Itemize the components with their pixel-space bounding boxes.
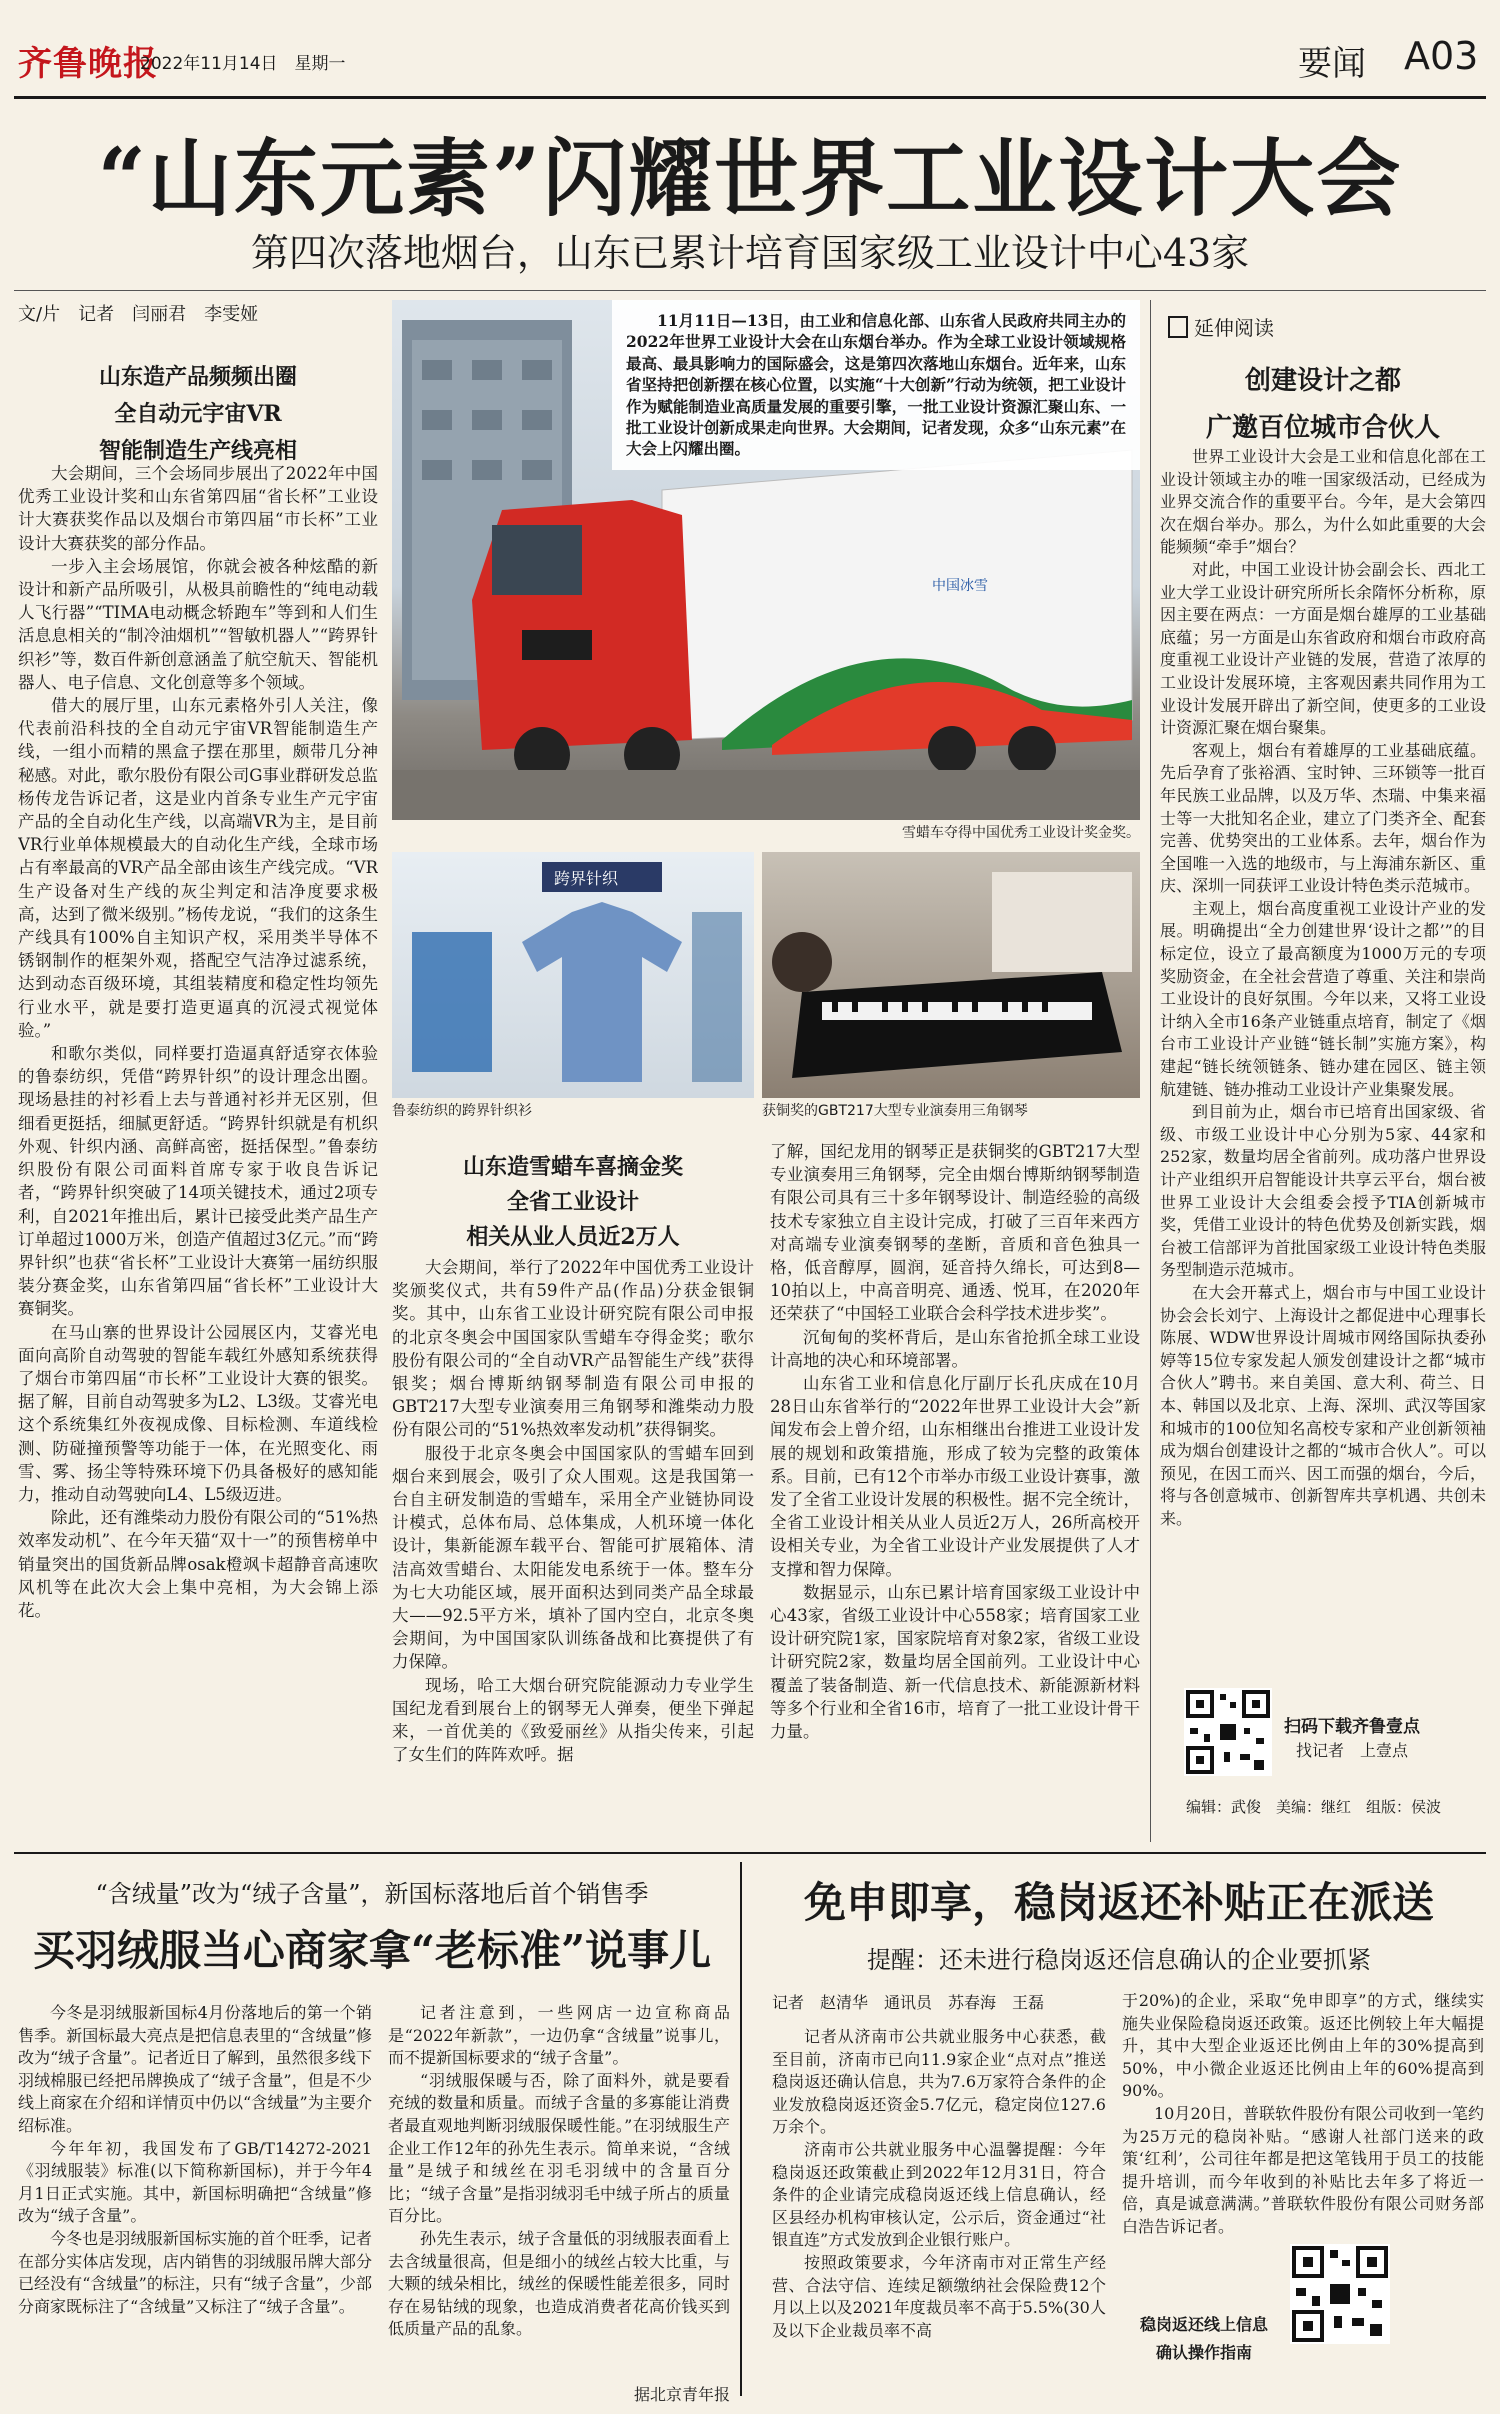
subsidy-col1 [772, 2026, 1106, 2402]
col1-para: 除此，还有潍柴动力股份有限公司的“51%热效率发动机”、在今年天猫“双十一”的预售榜单中销量突出的国货新品牌osak橙飒卡超静音高速吹风机等在此次大会上集中亮相，为大会锦上添花。 [18, 1508, 378, 1620]
qr-label-1: 扫码下载齐鲁壹点 [1284, 1717, 1420, 1737]
subsidy-kicker: 提醒：还未进行稳岗返还信息确认的企业要抓紧 [867, 1946, 1371, 1974]
subsidy-headline: 免申即享，稳岗返还补贴正在派送 [803, 1878, 1434, 1927]
down-col1-para: 今冬也是羽绒服新国标实施的首个旺季，记者在部分实体店发现，店内销售的羽绒服吊牌大部分已经没有“含绒量”的标注，只有“绒子含量”，少部分商家既标注了“含绒量”又标注了“绒子含量”。 [18, 2228, 372, 2316]
col3-para: 了解，国纪龙用的钢琴正是获铜奖的GBT217大型专业演奏用三角钢琴，完全由烟台博斯纳钢琴制造有限公司具有三十多年钢琴设计、制造经验的高级技术专家独立自主设计完成，打破了三百年来西方对高端专业演奏钢琴的垄断，音质和音色独具一格，低音醇厚，圆润，延音持久绵长，可达到8—10拍以上，中高音明亮、通透、悦耳，在2020年还荣获了“中国轻工业联合会科学技术进步奖”。 [770, 1142, 1140, 1324]
subsidy-qr-label-1: 稳岗返还线上信息 [1140, 2315, 1269, 2334]
subsidy-qr-label-2: 确认操作指南 [1156, 2343, 1253, 2362]
sidebar-para: 主观上，烟台高度重视工业设计产业的发展。明确提出“全力创建世界‘设计之都’”的目标定位，设立了最高额度为1000万元的专项奖励资金，在全社会营造了尊重、关注和崇尚工业设计的良好氛围。今年以来，又将工业设计纳入全市16条产业链重点培育，制定了《烟台市工业设计产业链“链长制”实施方案》，构建起“链长统领链条、链办建在园区、链主领航建链、链办推动工业设计产业集聚发展。 [1160, 898, 1486, 1099]
col1-para: 大会期间，三个会场同步展出了2022年中国优秀工业设计奖和山东省第四届“省长杯”工业设计大赛获奖作品以及烟台市第四届“市长杯”工业设计大赛获奖的部分作品。 [18, 464, 378, 553]
col1-title-3: 智能制造生产线亮相 [98, 438, 297, 464]
section-name: 要闻 [1298, 44, 1366, 84]
col2-body [392, 1256, 754, 1840]
col1-para: 一步入主会场展馆，你就会被各种炫酷的新设计和新产品所吸引，从极具前瞻性的“纯电动载人飞行器”“TIMA电动概念轿跑车”等到和人们生活息息相关的“制冷油烟机”“智敏机器人”“跨界针织衫”等，数百件新创意涵盖了航空航天、智能机器人、电子信息、文化创意等多个领域。 [18, 556, 378, 692]
truck-logo-text: 中国冰雪 [932, 578, 988, 594]
down-article-kicker: “含绒量”改为“绒子含量”，新国标落地后首个销售季 [95, 1880, 649, 1908]
down-col2-para: 记者注意到，一些网店一边宣称商品是“2022年新款”，一边仍拿“含绒量”说事儿，而不提新国标要求的“绒子含量”。 [388, 2003, 730, 2068]
col1-body [18, 462, 378, 1840]
subhead-rule [14, 290, 1486, 291]
main-subhead: 第四次落地烟台，山东已累计培育国家级工业设计中心43家 [250, 231, 1250, 275]
sidebar-para: 在大会开幕式上，烟台市与中国工业设计协会会长刘宁、上海设计之都促进中心理事长陈展、WDW世界设计周城市网络国际执委孙婷等15位专家发起人颁发创建设计之都“城市合伙人”聘书。来自美国、意大利、荷兰、日本、韩国以及北京、上海、深圳、武汉等国家和城市的100位知名高校专家和产业创新领袖成为烟台创建设计之都的“城市合伙人”。可以预见，在因工而兴、因工而强的烟台，今后，将与各创意城市、创新智库共享机遇、共创未来。 [1160, 1282, 1486, 1528]
col2-title-2: 全省工业设计 [506, 1189, 639, 1215]
subsidy-col1-para: 按照政策要求，今年济南市对正常生产经营、合法守信、连续足额缴纳社会保险费12个月以上以及2021年度裁员率不高于5.5%(30人及以下企业裁员率不高 [772, 2252, 1106, 2340]
down-article-headline: 买羽绒服当心商家拿“老标准”说事儿 [32, 1926, 712, 1975]
down-col1-para: 今年年初，我国发布了GB/T14272-2021《羽绒服装》标准(以下简称新国标)，并于今年4月1日正式实施。其中，新国标明确把“含绒量”修改为“绒子含量”。 [18, 2138, 372, 2226]
col2-title-1: 山东造雪蜡车喜摘金奖 [462, 1154, 683, 1180]
subsidy-byline: 记者 赵清华 通讯员 苏春海 王磊 [772, 1993, 1045, 2012]
lead-paragraph: 11月11日—13日，由工业和信息化部、山东省人民政府共同主办的2022年世界工业设计大会在山东烟台举办。作为全球工业设计领域规格最高、最具影响力的国际盛会，这是第四次落地山东烟台。近年来，山东省坚持把创新摆在核心位置，以实施“十大创新”行动为统领，把工业设计作为赋能制造业高质量发展的重要引擎，一批工业设计资源汇聚山东、一批工业设计创新成果走向世界。大会期间，记者发现，众多“山东元素”在大会上闪耀出圈。 [626, 311, 1126, 459]
photo-shirt [392, 852, 754, 1098]
down-col1-para: 今冬是羽绒服新国标4月份落地后的第一个销售季。新国标最大亮点是把信息表里的“含绒量”修改为“绒子含量”。记者近日了解到，虽然很多线下羽绒棉服已经把吊牌换成了“绒子含量”，但是不少线上商家在介绍和详情页中仍以“含绒量”为主要介绍标准。 [18, 2003, 372, 2135]
subsidy-col2-para: 于20%)的企业，采取“免申即享”的方式，继续实施失业保险稳岗返还政策。返还比例较上年大幅提升，其中大型企业返还比例由上年的30%提高到50%，中小微企业返还比例由上年的60%提高到90%。 [1122, 1991, 1484, 2101]
down-col2-para: “羽绒服保暖与否，除了面料外，就是要看充绒的数量和质量。而绒子含量的多寡能让消费者最直观地判断羽绒服保暖性能。”在羽绒服生产企业工作12年的孙先生表示。简单来说，“含绒量”是绒子和绒丝在羽毛羽绒中的含量百分比；“绒子含量”是指羽绒羽毛中绒子所占的质量百分比。 [388, 2070, 730, 2226]
subsidy-col1-para: 济南市公共就业服务中心温馨提醒：今年稳岗返还政策截止到2022年12月31日，符合条件的企业请完成稳岗返还线上信息确认，经区县经办机构审核认定，公示后，资金通过“社银直连”方式发放到企业银行账户。 [772, 2139, 1106, 2250]
qr-label-2: 找记者 上壹点 [1296, 1741, 1409, 1760]
col3-para: 山东省工业和信息化厅副厅长孔庆成在10月28日山东省举行的“2022年世界工业设计大会”新闻发布会上曾介绍，山东相继出台推进工业设计发展的规划和政策措施，形成了较为完整的政策体系。目前，已有12个市举办市级工业设计赛事，激发了全省工业设计发展的积极性。据不完全统计，全省工业设计相关从业人员近2万人，26所高校开设相关专业，为全省工业设计产业发展提供了人才支撑和智力保障。 [770, 1374, 1140, 1579]
sidebar-para: 客观上，烟台有着雄厚的工业基础底蕴。先后孕育了张裕酒、宝时钟、三环锁等一批百年民族工业品牌，以及万华、杰瑞、中集来福士等一大批知名企业，建立了门类齐全、配套完善、优势突出的工业体系。去年，烟台作为全国唯一入选的地级市，与上海浦东新区、重庆、深圳一同获评工业设计特色类示范城市。 [1160, 740, 1486, 896]
down-col2-para: 孙先生表示，绒子含量低的羽绒服表面看上去含绒量很高，但是细小的绒丝占较大比重，与大颗的绒朵相比，绒丝的保暖性能差很多，同时存在易钻绒的现象，也造成消费者花高价钱买到低质量产品的乱象。 [388, 2228, 730, 2339]
shirt-illustration [392, 852, 754, 1098]
col3-para: 数据显示，山东已累计培育国家级工业设计中心43家，省级工业设计中心558家；培育国家工业设计研究院1家，国家院培育对象2家，省级工业设计研究院2家，数量均居全国前列。工业设计中心覆盖了装备制造、新一代信息技术、新能源新材料等多个行业和全省16市，培育了一批工业设计骨干力量。 [770, 1582, 1140, 1742]
masthead-date: 2022年11月14日 星期一 [140, 54, 346, 74]
document-icon [1168, 316, 1188, 338]
qr-code-icon[interactable] [1184, 1688, 1272, 1776]
col2-title-3: 相关从业人员近2万人 [466, 1224, 680, 1250]
subsidy-col2-para: 10月20日，普联软件股份有限公司收到一笔约为25万元的稳岗补贴。“感谢人社部门送来的政策‘红利’，公司往年都是把这笔钱用于员工的技能提升培训，而今年收到的补贴比去年多了将近一倍，真是诚意满满。”普联软件股份有限公司财务部白浩告诉记者。 [1122, 2103, 1484, 2236]
sidebar-tag-label: 延伸阅读 [1194, 316, 1274, 340]
col1-para: 借大的展厅里，山东元素格外引人关注，像代表前沿科技的全自动元宇宙VR智能制造生产线，一组小而精的黑盒子摆在那里，颇带几分神秘感。对此，歌尔股份有限公司G事业群研发总监杨传龙告诉记者，这是业内首条专业生产元宇宙产品的全自动化生产线，以高端VR为主，是目前VR行业单体规模最大的自动化生产线，全球市场占有率最高的VR产品全部由该生产线完成。“VR生产设备对生产线的灰尘判定和洁净度要求极高，达到了微米级别。”杨传龙说，“我们的这条生产线具有100%自主知识产权，采用类半导体不锈钢制作的框架外观，搭配空气洁净过滤系统，达到动态百级环境，其组装精度和稳定性均领先行业水平，就是要打造更逼真的沉浸式视觉体验。” [18, 696, 378, 1040]
col1-title-1: 山东造产品频频出圈 [98, 364, 297, 390]
subsidy-col1-para: 记者从济南市公共就业服务中心获悉，截至目前，济南市已向11.9家企业“点对点”推送稳岗返还确认信息，共为7.6万家符合条件的企业发放稳岗返还资金5.7亿元，稳定岗位127.6万余个。 [772, 2027, 1106, 2137]
sidebar-title-1: 创建设计之都 [1244, 366, 1401, 396]
masthead-rule [14, 96, 1486, 99]
sidebar-para: 对此，中国工业设计协会副会长、西北工业大学工业设计研究所所长余隋怀分析称，原因主要在两点：一方面是烟台雄厚的工业基础底蕴；另一方面是山东省政府和烟台市政府高度重视工业设计产业链的发展，营造了浓厚的工业设计发展环境，主客观因素共同作用为工业设计发展开辟出了新空间，使更多的工业设计资源汇聚在烟台聚集。 [1160, 559, 1486, 738]
bottom-divider [14, 1852, 1486, 1854]
lead-paragraph-box [612, 300, 1140, 470]
col1-title-2: 全自动元宇宙VR [114, 401, 282, 427]
byline: 文/片 记者 闫丽君 李雯娅 [18, 304, 259, 325]
subsidy-col2 [1122, 1990, 1484, 2240]
col3-para: 沉甸甸的奖杯背后，是山东省抢抓全球工业设计高地的决心和环境部署。 [770, 1327, 1140, 1370]
sidebar-divider [1150, 300, 1151, 1842]
col3-body [770, 1140, 1140, 1840]
down-col2 [388, 2002, 730, 2378]
col2-para: 服役于北京冬奥会中国国家队的雪蜡车回到烟台来到展会，吸引了众人围观。这是我国第一台自主研发制造的雪蜡车，采用全产业链协同设计模式，总体布局、总体集成，人机环境一体化设计，集新能源车载平台、智能可扩展箱体、清洁高效雪蜡台、太阳能发电系统于一体。整车分为七大功能区域，展开面积达到同类产品全球最大——92.5平方米，填补了国内空白，北京冬奥会期间，为中国国家队训练备战和比赛提供了有力保障。 [392, 1443, 754, 1672]
col1-para: 在马山寨的世界设计公园展区内，艾睿光电面向高阶自动驾驶的智能车载红外感知系统获得了烟台市第四届“市长杯”工业设计大赛的银奖。据了解，目前自动驾驶多为L2、L3级。艾睿光电这个系统集红外夜视成像、目标检测、车道线检测、防碰撞预警等功能于一体，在光照变化、雨雪、雾、扬尘等特殊环境下仍具备极好的感知能力，推动自动驾驶向L4、L5级迈进。 [18, 1322, 378, 1504]
col2-section-title [392, 1150, 754, 1251]
main-headline: “山东元素”闪耀世界工业设计大会 [97, 129, 1403, 228]
sidebar-title-2: 广邀百位城市合伙人 [1205, 413, 1440, 443]
down-article-source: 据北京青年报 [633, 2385, 730, 2404]
shirt-banner-text: 跨界针织 [554, 869, 619, 888]
col2-para: 现场，哈工大烟台研究院能源动力专业学生国纪龙看到展台上的钢琴无人弹奏，便坐下弹起来，一首优美的《致爱丽丝》从指尖传来，引起了女生们的阵阵欢呼。据 [392, 1675, 754, 1765]
sidebar-para: 世界工业设计大会是工业和信息化部在工业设计领域主办的唯一国家级活动，已经成为业界交流合作的重要平台。今年，是大会第四次在烟台举办。那么，为什么如此重要的大会能频频“牵手”烟台？ [1160, 447, 1486, 557]
col1-section-title [18, 360, 378, 465]
shirt-photo-caption: 鲁泰纺织的跨界针织衫 [392, 1103, 532, 1119]
subsidy-qr-code-icon[interactable] [1290, 2244, 1390, 2344]
photo-piano [762, 852, 1140, 1098]
editors-credit: 编辑：武俊 美编：继红 组版：侯波 [1186, 1798, 1442, 1816]
masthead-logo: 齐鲁晚报 [18, 44, 158, 84]
main-photo-caption: 雪蜡车夺得中国优秀工业设计奖金奖。 [902, 825, 1140, 841]
piano-photo-caption: 获铜奖的GBT217大型专业演奏用三角钢琴 [762, 1103, 1028, 1119]
col1-para: 和歌尔类似，同样要打造逼真舒适穿衣体验的鲁泰纺织，凭借“跨界针织”的设计理念出圈。现场悬挂的衬衫看上去与普通衬衫并无区别，但细看更挺括，细腻更舒适。“跨界针织就是有机织外观、针织内涵、高鲜高密，挺括保型。”鲁泰纺织股份有限公司面料首席专家于收良告诉记者，“跨界针织突破了14项关键技术，通过2项专利，自2021年推出后，累计已接受此类产品生产订单超过1000万米，创造产值超过3亿元。”而“跨界针织”也获“省长杯”工业设计大赛第一届纺织服装分赛金奖，山东省第四届“省长杯”工业设计大赛铜奖。 [18, 1044, 378, 1319]
piano-illustration [762, 852, 1140, 1098]
sidebar-para: 到目前为止，烟台市已培育出国家级、省级、市级工业设计中心分别为5家、44家和252家，数量均居全省前列。成功落户世界设计产业组织开启智能设计共享云平台，烟台被世界工业设计大会组委会授予TIA创新城市奖，凭借工业设计的特色优势及创新实践，烟台被工信部评为首批国家级工业设计特色类服务型制造示范城市。 [1160, 1102, 1486, 1280]
sidebar-titles [1160, 360, 1486, 444]
col2-para: 大会期间，举行了2022年中国优秀工业设计奖颁奖仪式，共有59件产品(作品)分获金银铜奖。其中，山东省工业设计研究院有限公司申报的北京冬奥会中国国家队雪蜡车夺得金奖；歌尔股份有限公司的“全自动VR产品智能生产线”获得银奖；烟台博斯纳钢琴制造有限公司申报的GBT217大型专业演奏用三角钢琴和潍柴动力股份有限公司的“51%热效率发动机”获得铜奖。 [392, 1258, 754, 1440]
sidebar-tag [1168, 312, 1274, 341]
down-col1 [18, 2002, 372, 2402]
sidebar-body [1160, 446, 1486, 1666]
bottom-vertical-divider [740, 1862, 742, 2396]
page-number: A03 [1404, 34, 1479, 78]
